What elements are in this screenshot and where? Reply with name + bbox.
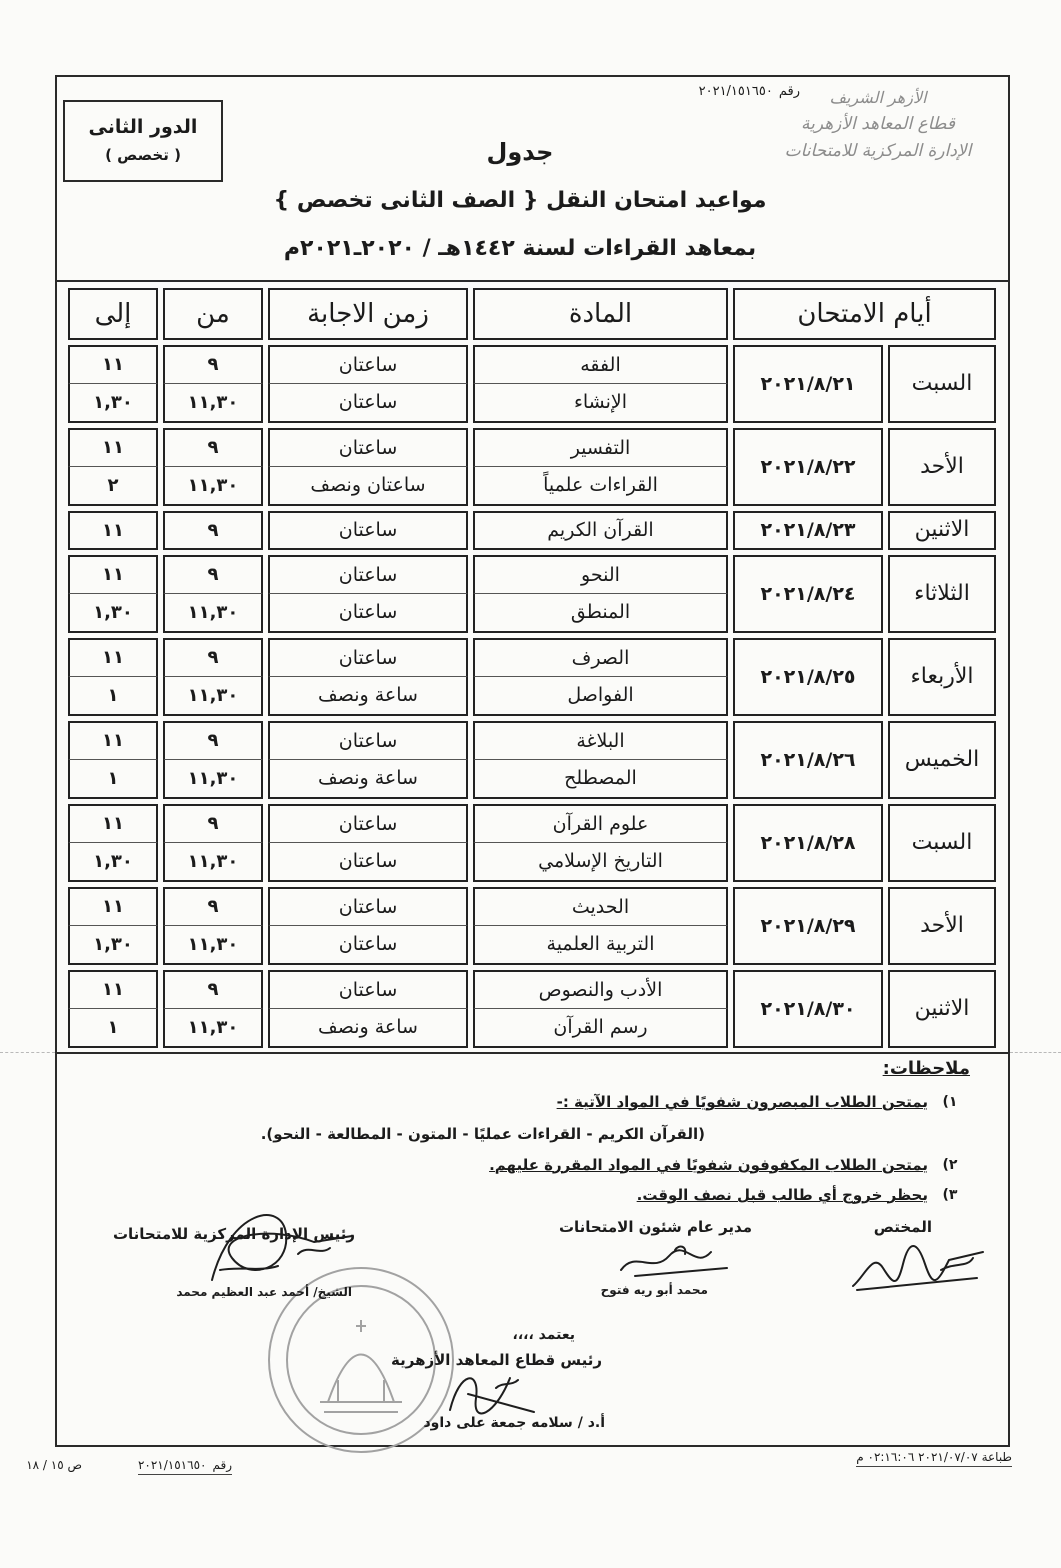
page-subtitle-year: بمعاهد القراءات لسنة ١٤٤٢هـ / ٢٠٢٠ـ٢٠٢١م [283, 236, 757, 261]
end-time-cell: ١١ [68, 804, 158, 843]
duration-cell: ساعتان [268, 804, 468, 843]
end-time-cell: ١١ [68, 428, 158, 467]
duration-cell: ساعتان [268, 555, 468, 594]
end-time-cell: ١١ [68, 345, 158, 384]
start-time-cell: ١١,٣٠ [163, 843, 263, 882]
start-time-cell: ٩ [163, 638, 263, 677]
header-subject: المادة [473, 288, 728, 340]
start-time-cell: ١١,٣٠ [163, 760, 263, 799]
reference-label: رقم [778, 84, 800, 99]
subject-cell: الإنشاء [473, 384, 728, 423]
print-timestamp: طباعة ٢٠٢١/٠٧/٠٧ ٠٢:١٦:٠٦ م [856, 1450, 1012, 1467]
central-admin-signature [190, 1196, 360, 1290]
start-time-cell: ٩ [163, 721, 263, 760]
start-time-cell: ٩ [163, 887, 263, 926]
table-row [68, 638, 996, 677]
exam-day-cell: الأحد [888, 887, 996, 965]
subject-cell: الفواصل [473, 677, 728, 716]
end-time-cell: ١,٣٠ [68, 843, 158, 882]
note-detail: (القرآن الكريم - القراءات عمليًا - المتون - المطالعة - النحو). [260, 1125, 705, 1143]
approval-label: يعتمد ،،،، [512, 1327, 575, 1343]
subject-cell: القرآن الكريم [473, 511, 728, 550]
subject-cell: التربية العلمية [473, 926, 728, 965]
start-time-cell: ١١,٣٠ [163, 677, 263, 716]
note-number: ١) [942, 1094, 958, 1110]
exam-day-cell: الاثنين [888, 970, 996, 1048]
footer-reference [138, 1458, 232, 1475]
subject-cell: التفسير [473, 428, 728, 467]
exams-affairs-signature [615, 1240, 735, 1282]
logo-line: الإدارة المركزية للامتحانات [784, 141, 972, 161]
table-row [68, 345, 996, 384]
exam-day-cell: الثلاثاء [888, 555, 996, 633]
exam-date-cell: ٢٠٢١/٨/٢٣ [733, 511, 883, 550]
page-subtitle: مواعيد امتحان النقل { الصف الثانى تخصص } [273, 188, 767, 213]
subject-cell: علوم القرآن [473, 804, 728, 843]
subject-cell: المصطلح [473, 760, 728, 799]
exam-date-cell: ٢٠٢١/٨/٢٥ [733, 638, 883, 716]
duration-cell: ساعة ونصف [268, 1009, 468, 1048]
header-duration: زمن الاجابة [268, 288, 468, 340]
exam-day-cell: السبت [888, 804, 996, 882]
specialization-label: ( تخصص ) [105, 146, 181, 164]
subject-cell: الحديث [473, 887, 728, 926]
exam-day-cell: السبت [888, 345, 996, 423]
subject-cell: القراءات علمياً [473, 467, 728, 506]
duration-cell: ساعتان [268, 345, 468, 384]
end-time-cell: ١١ [68, 970, 158, 1009]
header-from: من [163, 288, 263, 340]
exam-date-cell: ٢٠٢١/٨/٢٢ [733, 428, 883, 506]
duration-cell: ساعتان [268, 384, 468, 423]
start-time-cell: ٩ [163, 511, 263, 550]
start-time-cell: ٩ [163, 428, 263, 467]
approval-signature [440, 1364, 540, 1416]
duration-cell: ساعتان [268, 843, 468, 882]
duration-cell: ساعتان [268, 887, 468, 926]
start-time-cell: ١١,٣٠ [163, 467, 263, 506]
table-row [68, 887, 996, 926]
exam-date-cell: ٢٠٢١/٨/٢٤ [733, 555, 883, 633]
central-admin-title: رئيس الإدارة المركزية للامتحانات [112, 1225, 355, 1243]
central-admin-name: الشيخ/ أحمد عبد العظيم محمد [176, 1285, 352, 1299]
end-time-cell: ١,٣٠ [68, 594, 158, 633]
subject-cell: رسم القرآن [473, 1009, 728, 1048]
duration-cell: ساعتان [268, 594, 468, 633]
table-row [68, 511, 996, 550]
duration-cell: ساعتان [268, 970, 468, 1009]
duration-cell: ساعتان [268, 926, 468, 965]
duration-cell: ساعتان [268, 511, 468, 550]
table-header-row [68, 288, 996, 340]
start-time-cell: ١١,٣٠ [163, 926, 263, 965]
footer-reference-label: رقم [212, 1458, 232, 1472]
exam-round-box [63, 100, 223, 182]
note-number: ٣) [942, 1187, 958, 1203]
exam-day-cell: الخميس [888, 721, 996, 799]
start-time-cell: ٩ [163, 970, 263, 1009]
end-time-cell: ١١ [68, 721, 158, 760]
start-time-cell: ١١,٣٠ [163, 384, 263, 423]
exam-date-cell: ٢٠٢١/٨/٢٨ [733, 804, 883, 882]
exam-day-cell: الاثنين [888, 511, 996, 550]
note-text: يحظر خروج أي طالب قبل نصف الوقت. [636, 1186, 928, 1204]
subject-cell: النحو [473, 555, 728, 594]
header-divider [55, 280, 1010, 282]
note-text: يمتحن الطلاب المبصرون شفويًا في المواد الآتية :- [556, 1093, 928, 1111]
table-row [68, 970, 996, 1009]
subject-cell: التاريخ الإسلامي [473, 843, 728, 882]
exam-date-cell: ٢٠٢١/٨/٣٠ [733, 970, 883, 1048]
reference-value: ٢٠٢١/١٥١٦٥٠ [698, 84, 773, 99]
approval-name: أ.د / سلامه جمعة على داود [423, 1415, 605, 1431]
exam-round-label: الدور الثانى [88, 116, 198, 138]
specialist-signature [845, 1234, 990, 1294]
page-title: جدول [486, 138, 554, 166]
start-time-cell: ١١,٣٠ [163, 594, 263, 633]
duration-cell: ساعتان [268, 638, 468, 677]
subject-cell: المنطق [473, 594, 728, 633]
subject-cell: الفقه [473, 345, 728, 384]
note-number: ٢) [942, 1157, 958, 1173]
subject-cell: البلاغة [473, 721, 728, 760]
exam-date-cell: ٢٠٢١/٨/٢٦ [733, 721, 883, 799]
duration-cell: ساعتان ونصف [268, 467, 468, 506]
end-time-cell: ١١ [68, 555, 158, 594]
duration-cell: ساعتان [268, 428, 468, 467]
header-exam-days: أيام الامتحان [733, 288, 996, 340]
start-time-cell: ١١,٣٠ [163, 1009, 263, 1048]
table-bottom-divider [55, 1052, 1010, 1054]
logo-line: الأزهر الشريف [829, 88, 927, 107]
end-time-cell: ١,٣٠ [68, 926, 158, 965]
subject-cell: الصرف [473, 638, 728, 677]
exam-day-cell: الأربعاء [888, 638, 996, 716]
footer-reference-value: ٢٠٢١/١٥١٦٥٠ [137, 1458, 207, 1472]
scan-edge-line-right [1010, 1052, 1061, 1053]
page-number: ص ١٥ / ١٨ [26, 1458, 82, 1472]
end-time-cell: ١ [68, 677, 158, 716]
reference-number [699, 84, 800, 99]
table-row [68, 555, 996, 594]
notes-heading: ملاحظات: [882, 1058, 970, 1079]
exams-affairs-title: مدير عام شئون الامتحانات [558, 1218, 752, 1236]
end-time-cell: ١,٣٠ [68, 384, 158, 423]
table-row [68, 721, 996, 760]
end-time-cell: ١ [68, 1009, 158, 1048]
end-time-cell: ١ [68, 760, 158, 799]
start-time-cell: ٩ [163, 345, 263, 384]
approval-title: رئيس قطاع المعاهد الأزهرية [391, 1351, 602, 1369]
header-to: إلى [68, 288, 158, 340]
exam-schedule-table [63, 288, 1001, 1048]
subject-cell: الأدب والنصوص [473, 970, 728, 1009]
exam-day-cell: الأحد [888, 428, 996, 506]
end-time-cell: ١١ [68, 511, 158, 550]
end-time-cell: ٢ [68, 467, 158, 506]
duration-cell: ساعة ونصف [268, 677, 468, 716]
end-time-cell: ١١ [68, 887, 158, 926]
note-text: يمتحن الطلاب المكفوفون شفويًا في المواد المقررة عليهم. [489, 1156, 928, 1174]
exam-date-cell: ٢٠٢١/٨/٢١ [733, 345, 883, 423]
exam-date-cell: ٢٠٢١/٨/٢٩ [733, 887, 883, 965]
logo-line: قطاع المعاهد الأزهرية [800, 114, 956, 134]
table-row [68, 428, 996, 467]
exams-affairs-name: محمد أبو ريه فتوح [600, 1283, 708, 1297]
scan-edge-line-left [0, 1052, 55, 1053]
duration-cell: ساعتان [268, 721, 468, 760]
table-row [68, 804, 996, 843]
start-time-cell: ٩ [163, 804, 263, 843]
duration-cell: ساعة ونصف [268, 760, 468, 799]
specialist-title: المختص [873, 1218, 932, 1236]
end-time-cell: ١١ [68, 638, 158, 677]
start-time-cell: ٩ [163, 555, 263, 594]
